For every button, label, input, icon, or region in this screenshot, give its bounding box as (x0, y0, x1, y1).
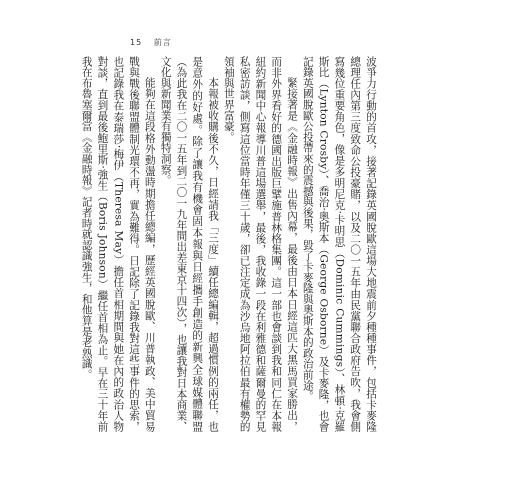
paragraph-1: 波爭力行動的首攻，接著記錄英國脫歐這場大地震前夕種種事件，包括卡麥隆總理任內第三度致命公投豪賭，以及二〇一五年由民黨聯合政府告吹，我會側寫幾位重要角色，像是多明尼克‧卡明思（Dominic Cummings）、林頓‧克羅斯比（Lynton Crosby）、喬治‧奧斯本（George Osborne）及卡麥隆，也會記錄英國脫歐公投帶來的震撼與後果，毀了卡麥隆與奧斯本的政治前途。 (301, 56, 377, 432)
page-header (130, 37, 180, 48)
page-number: 15 (130, 38, 143, 47)
body-text (80, 56, 378, 432)
paragraph-3: 本報被收購後不久，日經請我「三度」續任總編輯，超過慣例的兩任，也是意外的好處。除了讓我有機會固本報與日經攜手創造的新興全球媒體聯盟（為此我在二〇一五年到二〇一九年間出差東京十四次），也讓我對日本商業、文化與新聞業有獨特洞察。 (159, 56, 220, 432)
running-title: 前言 (153, 38, 172, 47)
paragraph-2: 緊接著是《金融時報》出售內幕，最後由日本日經這匹大黑馬買家勝出，而非外界看好的德國出版巨擘施普林格集團。這一部也會談到我和同仁在本報紐約新聞中心報導川普這場選舉，最後，我收錄一段在利雅德和薩爾曼的罕見私密訪談，側寫這位當時年僅三十歲，卻已注定成為沙烏地阿拉伯最有權勢的領袖與世界富豪。 (222, 56, 299, 432)
paragraph-4: 能夠在這段格外動盪時期擔任總編，歷經英國脫歐、川普執政、美中貿易戰與戰後聯盟體制光環不再，實為難得。日記除了記錄我對這些事件的思索，也記錄我在泰瑞莎‧梅伊（Theresa May）擔任首相期間與她在內的政治人物對談，直到最後鮑里斯‧強生（Boris Johnson）繼任首相為止。早在三十年前我在布魯塞爾當《金融時報》記者時就認識強生，和他算是老熟識。 (80, 56, 156, 432)
